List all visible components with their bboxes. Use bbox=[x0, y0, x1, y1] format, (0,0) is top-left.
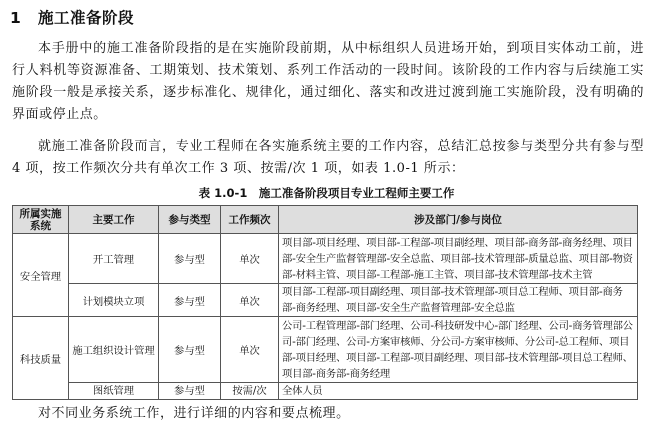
cell-work: 施工组织设计管理 bbox=[69, 317, 159, 383]
cell-departments: 全体人员 bbox=[279, 383, 638, 400]
cell-frequency: 单次 bbox=[221, 284, 279, 317]
section-heading bbox=[10, 6, 134, 28]
section-title: 施工准备阶段 bbox=[38, 9, 135, 27]
table-row bbox=[13, 284, 638, 317]
header-departments: 涉及部门/参与岗位 bbox=[279, 206, 638, 234]
cell-type: 参与型 bbox=[159, 234, 221, 284]
table-row bbox=[13, 383, 638, 400]
header-work: 主要工作 bbox=[69, 206, 159, 234]
closing-paragraph: 对不同业务系统工作，进行详细的内容和要点梳理。 bbox=[38, 406, 350, 421]
cell-type: 参与型 bbox=[159, 383, 221, 400]
header-frequency: 工作频次 bbox=[221, 206, 279, 234]
intro-paragraph: 本手册中的施工准备阶段指的是在实施阶段前期，从中标组织人员进场开始，到项目实体动工前，进行人料机等资源准备、工期策划、技术策划、系列工作活动的一段时间。该阶段的工作内容与后续施工实施阶段一般是承接关系，逐步标准化、规律化，通过细化、落实和改进过渡到施工实施阶段，没有明确的界面或停止点。 bbox=[12, 41, 644, 122]
cell-frequency: 单次 bbox=[221, 317, 279, 383]
cell-frequency: 单次 bbox=[221, 234, 279, 284]
table-row bbox=[13, 234, 638, 284]
work-table bbox=[12, 205, 638, 400]
cell-frequency: 按需/次 bbox=[221, 383, 279, 400]
cell-work: 开工管理 bbox=[69, 234, 159, 284]
cell-departments: 项目部-工程部-项目副经理、项目部-技术管理部-项目总工程师、项目部-商务部-商务经理、项目部-安全生产监督管理部-安全总监 bbox=[279, 284, 638, 317]
table-header-row bbox=[13, 206, 638, 234]
table-row bbox=[13, 317, 638, 383]
cell-system: 科技质量 bbox=[13, 317, 69, 400]
cell-departments: 项目部-项目经理、项目部-工程部-项目副经理、项目部-商务部-商务经理、项目部-安全生产监督管理部-安全总监、项目部-技术管理部-质量总监、项目部-物资部-材料主管、项目部-工程部-施工主管、项目部-技术管理部-技术主管 bbox=[279, 234, 638, 284]
cell-type: 参与型 bbox=[159, 284, 221, 317]
cell-type: 参与型 bbox=[159, 317, 221, 383]
cell-work: 计划模块立项 bbox=[69, 284, 159, 317]
cell-departments: 公司-工程管理部-部门经理、公司-科技研发中心-部门经理、公司-商务管理部公司-部门经理、公司-方案审核师、分公司-方案审核师、分公司-总工程师、项目部-项目经理、项目部-工程部-项目副经理、项目部-技术管理部-项目总工程师、项目部-商务部-商务经理 bbox=[279, 317, 638, 383]
summary-paragraph: 就施工准备阶段而言，专业工程师在各实施系统主要的工作内容，总结汇总按参与类型分共有参与型 4 项，按工作频次分共有单次工作 3 项、按需/次 1 项，如表 1.0-1 所示： bbox=[12, 139, 644, 176]
cell-work: 图纸管理 bbox=[69, 383, 159, 400]
cell-system: 安全管理 bbox=[13, 234, 69, 317]
header-type: 参与类型 bbox=[159, 206, 221, 234]
section-number: 1 bbox=[10, 9, 22, 27]
table-caption: 表 1.0-1 施工准备阶段项目专业工程师主要工作 bbox=[198, 186, 455, 200]
header-system: 所属实施系统 bbox=[13, 206, 69, 234]
